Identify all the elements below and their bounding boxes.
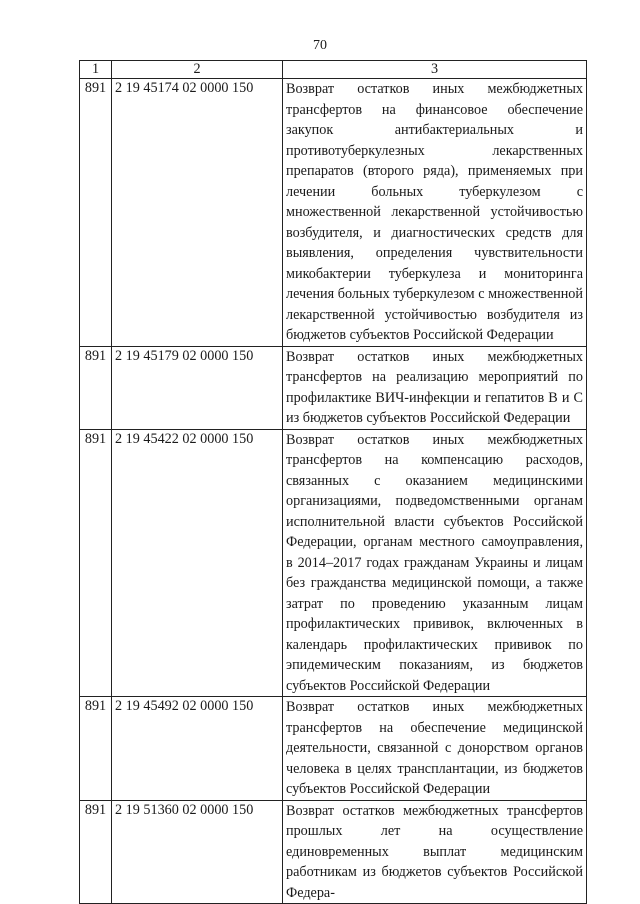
table-row (80, 79, 587, 347)
table-row (80, 800, 587, 904)
table-header-row (80, 61, 587, 79)
table-row (80, 697, 587, 801)
budget-codes-table (79, 60, 587, 904)
page-number: 70 (313, 38, 327, 53)
budget-classification-code-cell: 2 19 45174 02 0000 150 (112, 79, 283, 347)
table-row (80, 429, 587, 697)
admin-code-cell: 891 (80, 346, 112, 429)
budget-classification-code-cell: 2 19 51360 02 0000 150 (112, 800, 283, 904)
admin-code-cell: 891 (80, 79, 112, 347)
admin-code-cell: 891 (80, 697, 112, 801)
admin-code-cell: 891 (80, 800, 112, 904)
revenue-description-cell: Возврат остатков иных межбюджетных трансфертов на финансовое обеспечение закупок антибактериальных и противотуберкулезных лекарственных препаратов (второго ряда), применяемых при лечении больных туберкулезом с множественной лекарственной устойчивостью возбудителя, и диагностических средств для выявления, определения чувствительности микобактерии туберкулеза и мониторинга лечения больных туберкулезом с множественной лекарственной устойчивостью возбудителя из бюджетов субъектов Российской Федерации (283, 79, 587, 347)
revenue-description-cell: Возврат остатков иных межбюджетных трансфертов на реализацию мероприятий по профилактике ВИЧ-инфекции и гепатитов B и C из бюджетов субъектов Российской Федерации (283, 346, 587, 429)
column-header-2: 2 (112, 61, 283, 79)
revenue-description-cell: Возврат остатков иных межбюджетных трансфертов на обеспечение медицинской деятельности, связанной с донорством органов человека в целях трансплантации, из бюджетов субъектов Российской Федерации (283, 697, 587, 801)
budget-classification-code-cell: 2 19 45179 02 0000 150 (112, 346, 283, 429)
budget-classification-code-cell: 2 19 45492 02 0000 150 (112, 697, 283, 801)
table-row (80, 346, 587, 429)
column-header-3: 3 (283, 61, 587, 79)
revenue-description-cell: Возврат остатков межбюджетных трансфертов прошлых лет на осуществление единовременных выплат медицинским работникам из бюджетов субъектов Российской Федера- (283, 800, 587, 904)
budget-classification-code-cell: 2 19 45422 02 0000 150 (112, 429, 283, 697)
admin-code-cell: 891 (80, 429, 112, 697)
column-header-1: 1 (80, 61, 112, 79)
revenue-description-cell: Возврат остатков иных межбюджетных трансфертов на компенсацию расходов, связанных с оказанием медицинскими организациями, подведомственными органам исполнительной власти субъектов Российской Федерации, органам местного самоуправления, в 2014–2017 годах гражданам Украины и лицам без гражданства медицинской помощи, а также затрат по проведению указанным лицам профилактических прививок, включенных в календарь профилактических прививок по эпидемическим показаниям, из бюджетов субъектов Российской Федерации (283, 429, 587, 697)
